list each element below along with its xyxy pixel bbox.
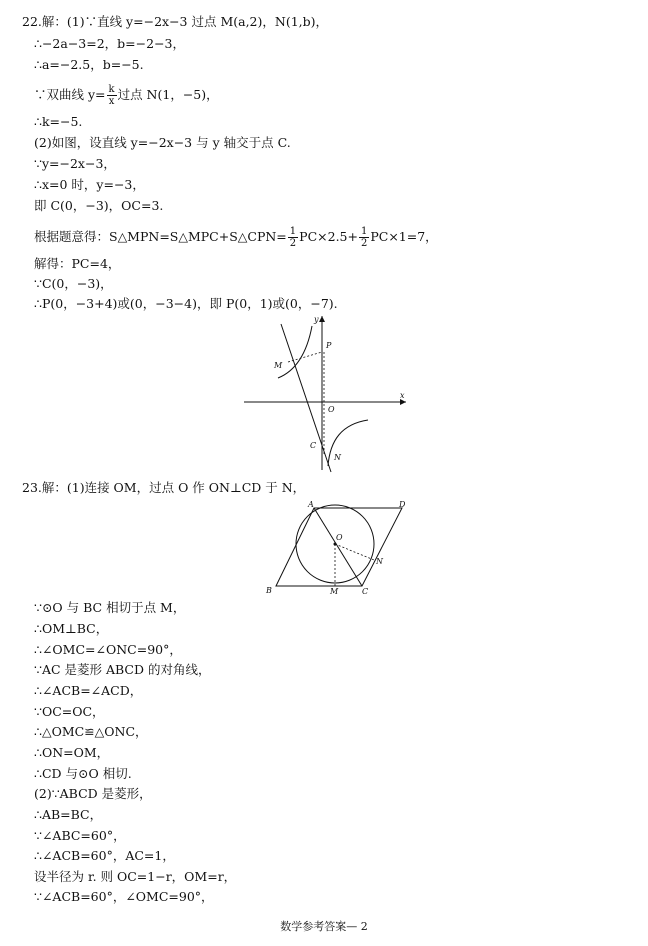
q23-line-4: ∴∠OMC=∠ONC=90°， — [34, 642, 182, 657]
q23-line-3: ∴OM⊥BC， — [34, 621, 109, 636]
q23-line-10: ∴CD 与⊙O 相切. — [34, 766, 132, 781]
label-O: O — [328, 405, 335, 414]
q22-line-3: ∴a=−2.5，b=−5. — [34, 57, 144, 72]
label-N: N — [334, 453, 341, 462]
q22-line-7: ∴x=0 时，y=−3， — [34, 177, 145, 192]
q23-line-14: ∴∠ACB=60°，AC=1， — [34, 848, 175, 863]
segment-MP — [288, 352, 322, 362]
q22-area-line — [34, 226, 438, 249]
hyperbola-figure — [238, 312, 410, 474]
q23-line-15: 设半径为 r. 则 OC=1−r，OM=r， — [34, 869, 237, 884]
q23-line-12: ∴AB=BC， — [34, 807, 103, 822]
q23-line-6: ∴∠ACB=∠ACD， — [34, 683, 143, 698]
q22-line-1: 22.解：(1)∵直线 y=−2x−3 过点 M(a,2)，N(1,b)， — [22, 14, 328, 29]
half-fraction: $\frac{1}{2}$ — [289, 226, 297, 249]
q23-line-11: (2)∵ABCD 是菱形， — [34, 786, 152, 801]
q22-line-6: ∵y=−2x−3， — [34, 156, 116, 171]
label-C: C — [310, 441, 317, 450]
q22-line-8: 即 C(0，−3)，OC=3. — [34, 198, 164, 213]
q23-line-8: ∴△OMC≌△ONC， — [34, 724, 148, 739]
label-P: P — [326, 341, 332, 350]
q22-line-4: ∴k=−5. — [34, 114, 83, 129]
q23-line-5: ∵AC 是菱形 ABCD 的对角线， — [34, 662, 211, 677]
diagonal-AC — [314, 508, 362, 586]
fraction-numerator: k — [108, 84, 115, 95]
q23-line-7: ∵OC=OC， — [34, 704, 105, 719]
label-M: M — [274, 361, 283, 370]
q22-line-9: 解得：PC=4， — [34, 256, 121, 271]
y-axis-arrow — [319, 316, 325, 322]
label-D: D — [399, 500, 406, 509]
rhombus-figure — [262, 498, 412, 596]
label-C: C — [362, 587, 369, 596]
q23-line-2: ∵⊙O 与 BC 相切于点 M， — [34, 600, 186, 615]
q22-line-2: ∴−2a−3=2，b=−2−3， — [34, 36, 186, 51]
center-O — [334, 543, 337, 546]
q22-line-11: ∴P(0，−3+4)或(0，−3−4)，即 P(0，1)或(0，−7). — [34, 296, 338, 311]
q22-line-5: (2)如图，设直线 y=−2x−3 与 y 轴交于点 C. — [34, 135, 291, 150]
x-axis-label: x — [400, 391, 405, 400]
q23-line-16: ∵∠ACB=60°，∠OMC=90°， — [34, 889, 214, 904]
label-B: B — [266, 586, 272, 595]
area-mid: PC×2.5+ — [299, 229, 358, 244]
label-M: M — [330, 587, 339, 596]
hyperbola-prefix: ∵双曲线 y= — [34, 87, 106, 102]
half-fraction: $\frac{1}{2}$ — [360, 226, 368, 249]
fraction-denominator: x — [108, 96, 115, 107]
area-prefix: 根据题意得：S△MPN=S△MPC+S△CPN= — [34, 229, 287, 244]
y-axis-label: y — [314, 315, 319, 324]
hyperbola-branch-upper — [278, 326, 312, 378]
label-O: O — [336, 533, 343, 542]
rhombus-ABCD — [276, 508, 402, 586]
q22-hyperbola-line — [34, 84, 219, 107]
q23-line-1: 23.解：(1)连接 OM，过点 O 作 ON⊥CD 于 N， — [22, 480, 306, 495]
q23-line-9: ∴ON=OM， — [34, 745, 110, 760]
area-suffix: PC×1=7， — [370, 229, 438, 244]
label-N: N — [376, 557, 383, 566]
k-over-x-fraction — [107, 84, 117, 107]
label-A: A — [308, 500, 314, 509]
q22-line-10: ∵C(0，−3)， — [34, 276, 113, 291]
q23-line-13: ∵∠ABC=60°， — [34, 828, 126, 843]
hyperbola-suffix: 过点 N(1，−5)， — [117, 87, 219, 102]
page-footer: 数学参考答案— 2 — [280, 920, 368, 933]
